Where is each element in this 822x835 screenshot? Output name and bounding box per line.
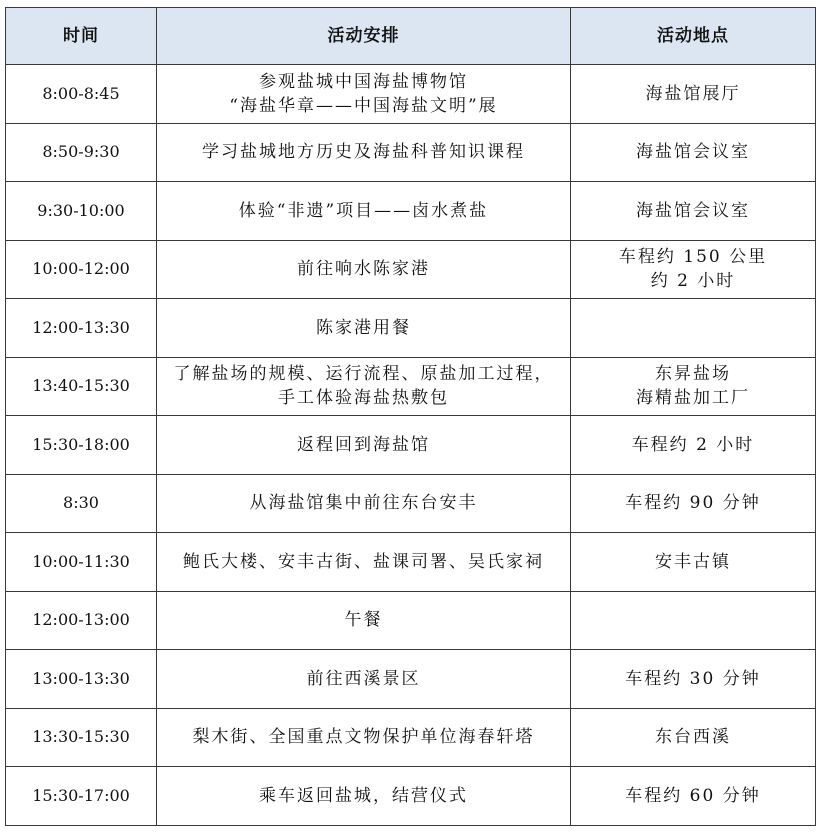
location-cell — [571, 357, 816, 416]
location-cell-line: 约 2 小时 — [650, 271, 736, 292]
table-row — [6, 123, 816, 182]
activity-cell-line: 陈家港用餐 — [316, 317, 411, 338]
time-cell: 13:00-13:30 — [6, 650, 157, 709]
header-location: 活动地点 — [571, 8, 816, 65]
header-activity: 活动安排 — [157, 8, 571, 65]
location-cell — [571, 65, 816, 124]
time-cell: 15:30-17:00 — [6, 767, 157, 826]
table-row — [6, 591, 816, 650]
activity-cell — [157, 533, 571, 592]
activity-cell-line: 返程回到海盐馆 — [297, 434, 430, 455]
activity-cell — [157, 650, 571, 709]
table-header — [6, 8, 816, 65]
time-cell: 8:50-9:30 — [6, 123, 157, 182]
location-cell-line: 海精盐加工厂 — [636, 388, 750, 409]
activity-cell — [157, 123, 571, 182]
header-time: 时间 — [6, 8, 157, 65]
activity-cell — [157, 182, 571, 241]
activity-cell — [157, 416, 571, 475]
location-cell — [571, 416, 816, 475]
activity-cell-line: 体验“非遗”项目——卤水煮盐 — [238, 200, 489, 221]
location-cell-line: 东昇盐场 — [655, 364, 731, 385]
location-cell-line: 东台西溪 — [655, 727, 731, 748]
location-cell — [571, 767, 816, 826]
activity-cell — [157, 240, 571, 299]
time-cell: 13:30-15:30 — [6, 708, 157, 767]
time-cell: 15:30-18:00 — [6, 416, 157, 475]
location-cell — [571, 299, 816, 358]
activity-cell-line: “海盐华章——中国海盐文明”展 — [229, 95, 498, 116]
activity-cell — [157, 474, 571, 533]
activity-cell — [157, 767, 571, 826]
time-cell: 13:40-15:30 — [6, 357, 157, 416]
location-cell-line: 海盐馆会议室 — [636, 142, 750, 163]
location-cell-line: 车程约 90 分钟 — [625, 493, 761, 514]
activity-cell — [157, 357, 571, 416]
location-cell — [571, 123, 816, 182]
activity-cell-line: 乘车返回盐城，结营仪式 — [259, 785, 468, 806]
activity-cell-line: 手工体验海盐热敷包 — [278, 388, 449, 409]
activity-cell-line: 前往响水陈家港 — [297, 259, 430, 280]
location-cell-line: 车程约 60 分钟 — [625, 785, 761, 806]
activity-cell — [157, 708, 571, 767]
activity-cell-line: 了解盐场的规模、运行流程、原盐加工过程， — [173, 364, 554, 385]
location-cell-line: 海盐馆展厅 — [645, 83, 741, 104]
table-row — [6, 650, 816, 709]
table-row — [6, 767, 816, 826]
header-row — [6, 8, 816, 65]
location-cell — [571, 533, 816, 592]
table-row — [6, 240, 816, 299]
activity-cell — [157, 65, 571, 124]
location-cell-line: 车程约 30 分钟 — [625, 668, 761, 689]
activity-cell-line: 鲍氏大楼、安丰古街、盐课司署、吴氏家祠 — [183, 551, 544, 572]
location-cell — [571, 182, 816, 241]
time-cell: 10:00-11:30 — [6, 533, 157, 592]
table-row — [6, 708, 816, 767]
location-cell — [571, 591, 816, 650]
time-cell: 12:00-13:30 — [6, 299, 157, 358]
time-cell: 10:00-12:00 — [6, 240, 157, 299]
activity-cell-line: 学习盐城地方历史及海盐科普知识课程 — [202, 142, 525, 163]
location-cell-line: 海盐馆会议室 — [636, 200, 750, 221]
location-cell — [571, 650, 816, 709]
location-cell-line: 安丰古镇 — [655, 551, 731, 572]
time-cell: 8:30 — [6, 474, 157, 533]
location-cell-line: 车程约 150 公里 — [618, 247, 768, 268]
table-row — [6, 357, 816, 416]
schedule-table — [5, 7, 816, 826]
location-cell — [571, 474, 816, 533]
table-row — [6, 299, 816, 358]
time-cell: 12:00-13:00 — [6, 591, 157, 650]
time-cell: 9:30-10:00 — [6, 182, 157, 241]
activity-cell-line: 梨木街、全国重点文物保护单位海春轩塔 — [192, 727, 535, 748]
table-row — [6, 182, 816, 241]
table-row — [6, 474, 816, 533]
activity-cell — [157, 299, 571, 358]
location-cell — [571, 240, 816, 299]
location-cell — [571, 708, 816, 767]
table-row — [6, 65, 816, 124]
activity-cell — [157, 591, 571, 650]
activity-cell-line: 前往西溪景区 — [306, 668, 421, 689]
activity-cell-line: 从海盐馆集中前往东台安丰 — [249, 493, 478, 514]
activity-cell-line: 午餐 — [344, 610, 383, 631]
table-row — [6, 416, 816, 475]
location-cell-line: 车程约 2 小时 — [631, 434, 755, 455]
table-row — [6, 533, 816, 592]
time-cell: 8:00-8:45 — [6, 65, 157, 124]
table-body — [6, 65, 816, 826]
activity-cell-line: 参观盐城中国海盐博物馆 — [259, 71, 468, 92]
